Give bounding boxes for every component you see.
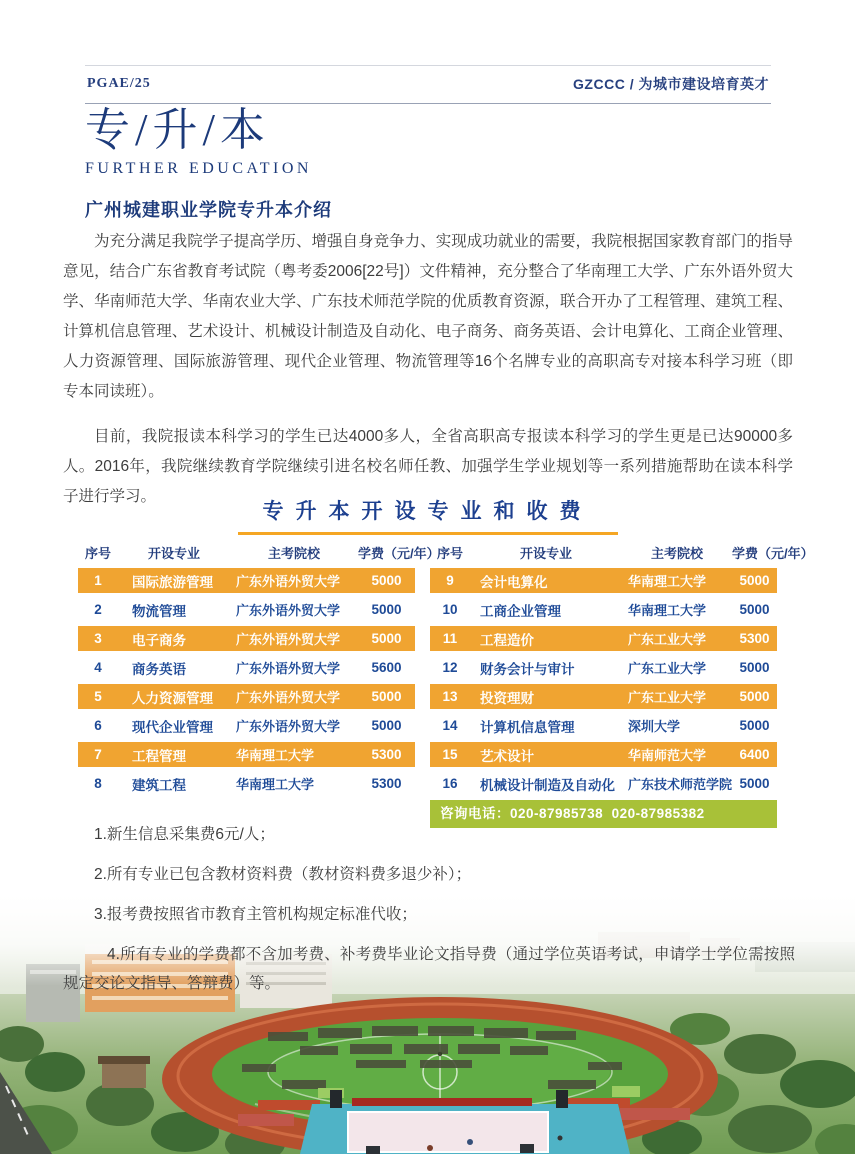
table-row [78,626,415,651]
column-header: 开设专业 [147,545,200,561]
college-name: 广东外语外贸大学 [236,632,341,647]
intro-paragraphs [63,227,793,512]
fee-value: 5000 [739,776,770,791]
table-row [430,655,777,680]
table-row [430,713,777,738]
major-name: 商务英语 [132,661,186,677]
column-header: 开设专业 [519,545,572,561]
page-code: PGAE/25 [87,76,151,91]
row-number: 9 [446,573,454,588]
fee-value: 6400 [739,747,770,762]
row-number: 7 [94,747,102,762]
fee-value: 5000 [739,602,770,617]
college-name: 广东外语外贸大学 [236,719,341,734]
row-number: 10 [442,602,458,617]
row-number: 12 [442,660,458,675]
fee-value: 5300 [371,747,402,762]
note-1: 1.新生信息采集费6元/人； [94,826,275,843]
row-number: 5 [94,689,102,704]
college-name: 广东工业大学 [628,661,707,676]
table-row [78,771,415,796]
table-row [430,742,777,767]
row-number: 13 [442,689,458,704]
fee-value: 5300 [371,776,402,791]
table-row [430,771,777,796]
major-name: 艺术设计 [480,748,534,764]
table-row [430,626,777,651]
header-slogan: GZCCC / 为城市建设培育英才 [573,76,769,92]
major-name: 财务会计与审计 [480,661,575,677]
fee-value: 5300 [739,631,770,646]
college-name: 华南理工大学 [236,777,315,792]
college-name: 广东工业大学 [628,632,707,647]
college-name: 华南理工大学 [236,748,315,763]
fees-table-left [78,541,440,828]
page-header [85,65,771,104]
fee-value: 5000 [371,602,402,617]
page-subtitle: FURTHER EDUCATION [85,159,312,177]
college-name: 广东外语外贸大学 [236,574,341,589]
row-number: 14 [442,718,458,733]
major-name: 国际旅游管理 [132,574,213,590]
intro-heading: 广州城建职业学院专升本介绍 [85,200,332,220]
row-number: 3 [94,631,102,646]
title-underline [238,532,618,535]
note-3: 3.报考费按照省市教育主管机构规定标准代收； [94,906,417,923]
fee-value: 5000 [371,689,402,704]
table-row [78,568,415,593]
table-row [78,742,415,767]
fees-tables [78,541,814,828]
row-number: 2 [94,602,102,617]
major-name: 人力资源管理 [132,690,213,706]
fee-value: 5000 [739,573,770,588]
table-row [430,684,777,709]
major-name: 投资理财 [480,690,534,706]
fee-notes [63,820,795,1009]
column-header: 学费（元/年） [732,545,814,561]
intro-paragraph-2: 目前，我院报读本科学习的学生已达4000多人，全省高职高专报读本科学习的学生更是已达90000多人。2016年，我院继续教育学院继续引进名校名师任教、加强学生学业规划等一系列措施帮助在读本科学子进行学习。 [63,428,793,505]
row-number: 1 [94,573,102,588]
fee-value: 5000 [739,718,770,733]
major-name: 建筑工程 [132,777,186,793]
row-number: 6 [94,718,102,733]
row-number: 11 [442,631,458,646]
fees-table-right [430,541,814,828]
major-name: 计算机信息管理 [480,719,575,735]
note-2: 2.所有专业已包含教材资料费（教材资料费多退少补）； [94,866,472,883]
page-title: 专/升/本 [85,105,271,155]
column-header: 序号 [84,545,111,561]
column-header: 学费（元/年） [358,545,440,561]
major-name: 工程造价 [480,632,534,648]
column-header: 主考院校 [267,545,320,561]
column-header: 序号 [436,545,463,561]
hotline-bar: 咨询电话：020-87985738 020-87985382 [430,800,777,828]
fee-value: 5000 [739,689,770,704]
college-name: 广东外语外贸大学 [236,603,341,618]
fees-table-title-block [0,495,855,535]
fees-table-title: 专升本开设专业和收费 [262,500,593,523]
fee-value: 5000 [739,660,770,675]
table-header-row [430,541,814,563]
section-title-block [85,106,312,178]
row-number: 15 [442,747,458,762]
table-row [78,655,415,680]
college-name: 广东工业大学 [628,690,707,705]
fee-value: 5000 [371,718,402,733]
college-name: 广东外语外贸大学 [236,690,341,705]
major-name: 工程管理 [132,748,186,764]
table-row [78,597,415,622]
column-header: 主考院校 [650,545,703,561]
college-name: 广东技术师范学院 [628,777,733,792]
fees-table-right-body [430,541,814,796]
note-4: 4.所有专业的学费都不含加考费、补考费毕业论文指导费（通过学位英语考试，申请学士学位需按照规定交论文指导、答辩费）等。 [63,946,795,992]
college-name: 广东外语外贸大学 [236,661,341,676]
intro-paragraph-1: 为充分满足我院学子提高学历、增强自身竞争力、实现成功就业的需要，我院根据国家教育部门的指导意见，结合广东省教育考试院（粤考委2006[22号]）文件精神，充分整合了华南理工大学、广东外语外贸大学、华南师范大学、华南农业大学、广东技术师范学院的优质教育资源，联合开办了工程管理、建筑工程、计算机信息管理、艺术设计、机械设计制造及自动化、电子商务、商务英语、会计电算化、工商企业管理、人力资源管理、国际旅游管理、现代企业管理、物流管理等16个名牌专业的高职高专对接本科学习班（即专本同读班）。 [63,233,793,400]
pavilion [98,1056,150,1088]
major-name: 电子商务 [132,632,186,648]
table-row [430,597,777,622]
table-row [430,568,777,593]
college-name: 华南理工大学 [628,603,707,618]
major-name: 现代企业管理 [132,719,213,735]
fee-value: 5600 [371,660,402,675]
fee-value: 5000 [371,631,402,646]
fee-value: 5000 [371,573,402,588]
table-row [78,713,415,738]
major-name: 会计电算化 [480,574,548,590]
table-row [78,684,415,709]
college-name: 华南师范大学 [628,748,707,763]
major-name: 工商企业管理 [480,603,561,619]
college-name: 华南理工大学 [628,574,707,589]
major-name: 物流管理 [132,603,186,619]
major-name: 机械设计制造及自动化 [480,777,615,793]
row-number: 8 [94,776,102,791]
row-number: 4 [94,660,102,675]
college-name: 深圳大学 [628,719,681,734]
row-number: 16 [442,776,458,791]
table-header-row [78,541,440,563]
